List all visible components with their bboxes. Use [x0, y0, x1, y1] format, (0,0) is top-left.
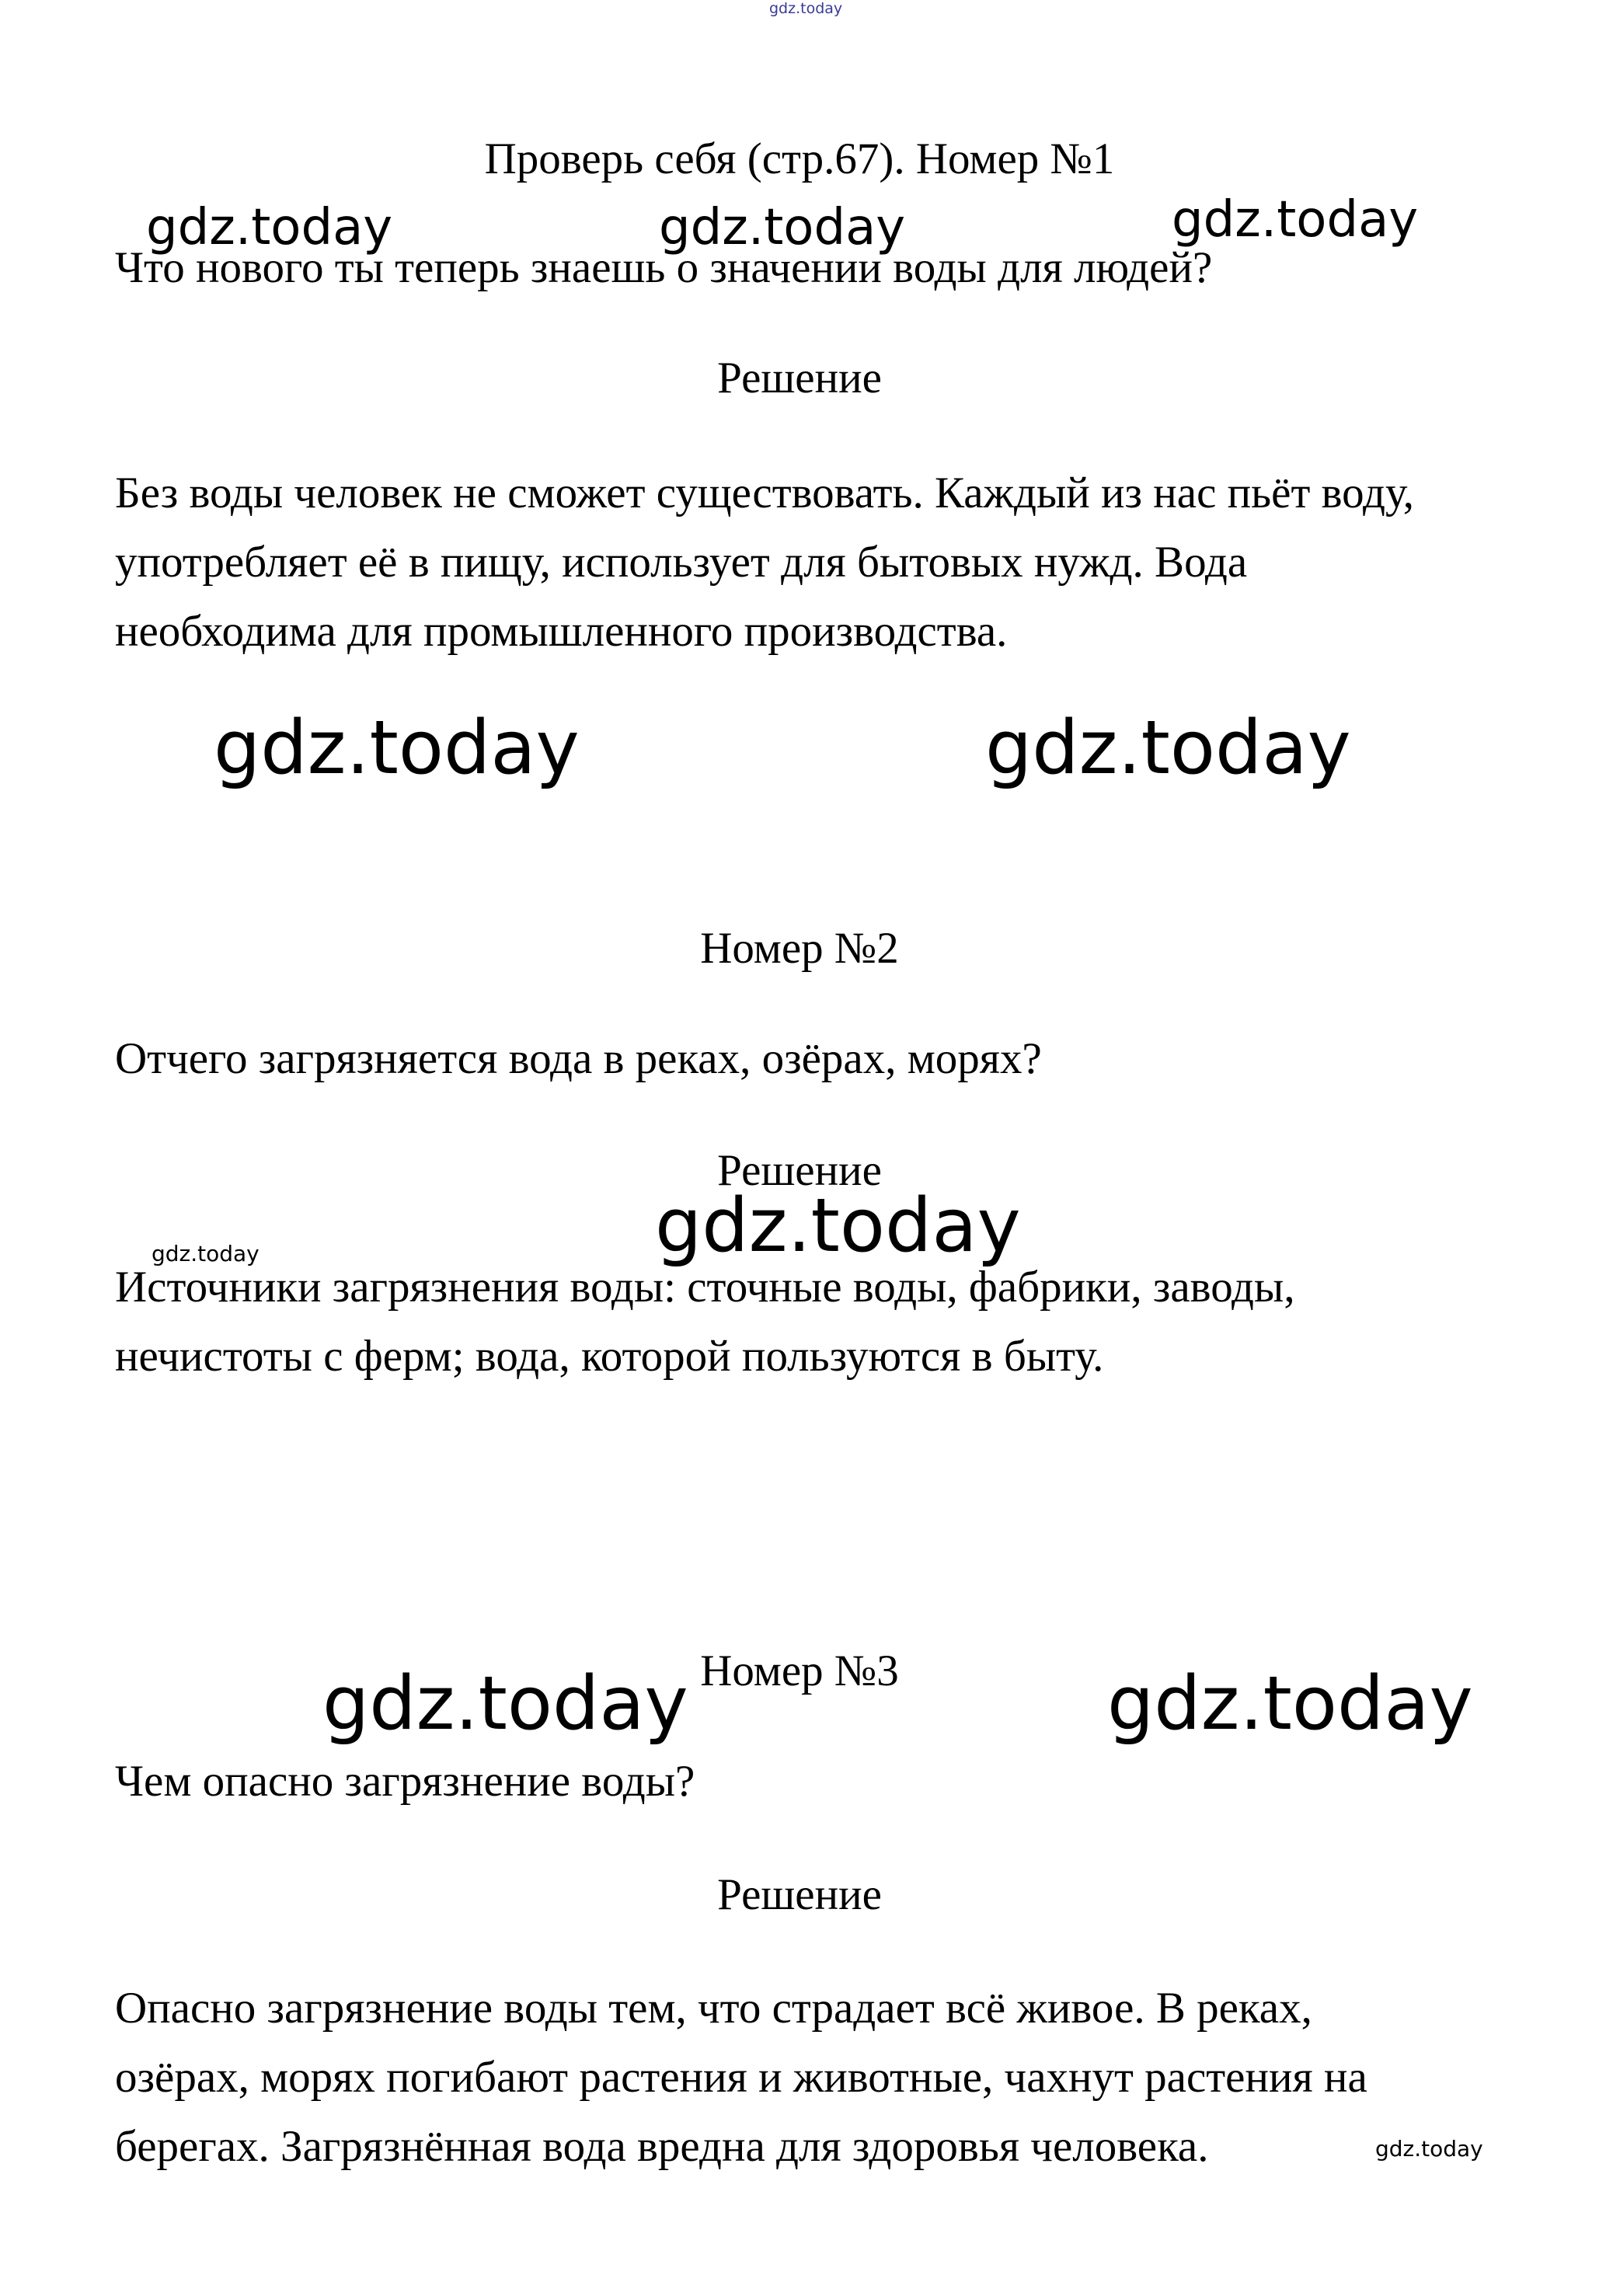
question-2-text: Отчего загрязняется вода в реках, озёрах, морях? [115, 1034, 1042, 1083]
watermark: gdz.today [1172, 191, 1419, 249]
answer-1 [115, 458, 1506, 666]
answer-1-line: употребляет её в пищу, использует для бытовых нужд. Вода [115, 538, 1248, 587]
answer-1-line: необходима для промышленного производства. [115, 607, 1008, 656]
watermark: gdz.today [322, 1661, 688, 1747]
answer-2 [115, 1253, 1506, 1391]
watermark: gdz.today [146, 199, 393, 256]
watermark: gdz.today [1375, 2136, 1483, 2162]
question-1-text: Что нового ты теперь знаешь о значении воды для людей? [115, 243, 1213, 292]
answer-3-line: озёрах, морях погибают растения и животные, чахнут растения на [115, 2053, 1367, 2102]
solution-1-label: Решение [717, 354, 882, 402]
solution-3-label: Решение [717, 1870, 882, 1919]
answer-3-line: берегах. Загрязнённая вода вредна для здоровья человека. [115, 2122, 1209, 2171]
watermark: gdz.today [985, 706, 1351, 791]
answer-2-line: Источники загрязнения воды: сточные воды, фабрики, заводы, [115, 1263, 1295, 1312]
watermark: gdz.today [1107, 1661, 1473, 1747]
question-3-text: Чем опасно загрязнение воды? [115, 1757, 695, 1806]
answer-1-line: Без воды человек не сможет существовать. Каждый из нас пьёт воду, [115, 469, 1415, 517]
question-3-heading: Номер №3 [700, 1646, 899, 1695]
watermark: gdz.today [214, 706, 580, 791]
answer-3-line: Опасно загрязнение воды тем, что страдает всё живое. В реках, [115, 1984, 1312, 2033]
answer-3 [115, 1974, 1506, 2181]
answer-2-line: нечистоты с ферм; вода, которой пользуются в быту. [115, 1332, 1104, 1381]
header-watermark: gdz.today [769, 0, 843, 17]
question-2-heading: Номер №2 [700, 924, 899, 973]
watermark: gdz.today [152, 1241, 260, 1266]
solution-2-label: Решение [717, 1146, 882, 1195]
watermark: gdz.today [655, 1183, 1021, 1269]
watermark: gdz.today [659, 199, 906, 256]
page-title: Проверь себя (стр.67). Номер №1 [484, 134, 1115, 183]
